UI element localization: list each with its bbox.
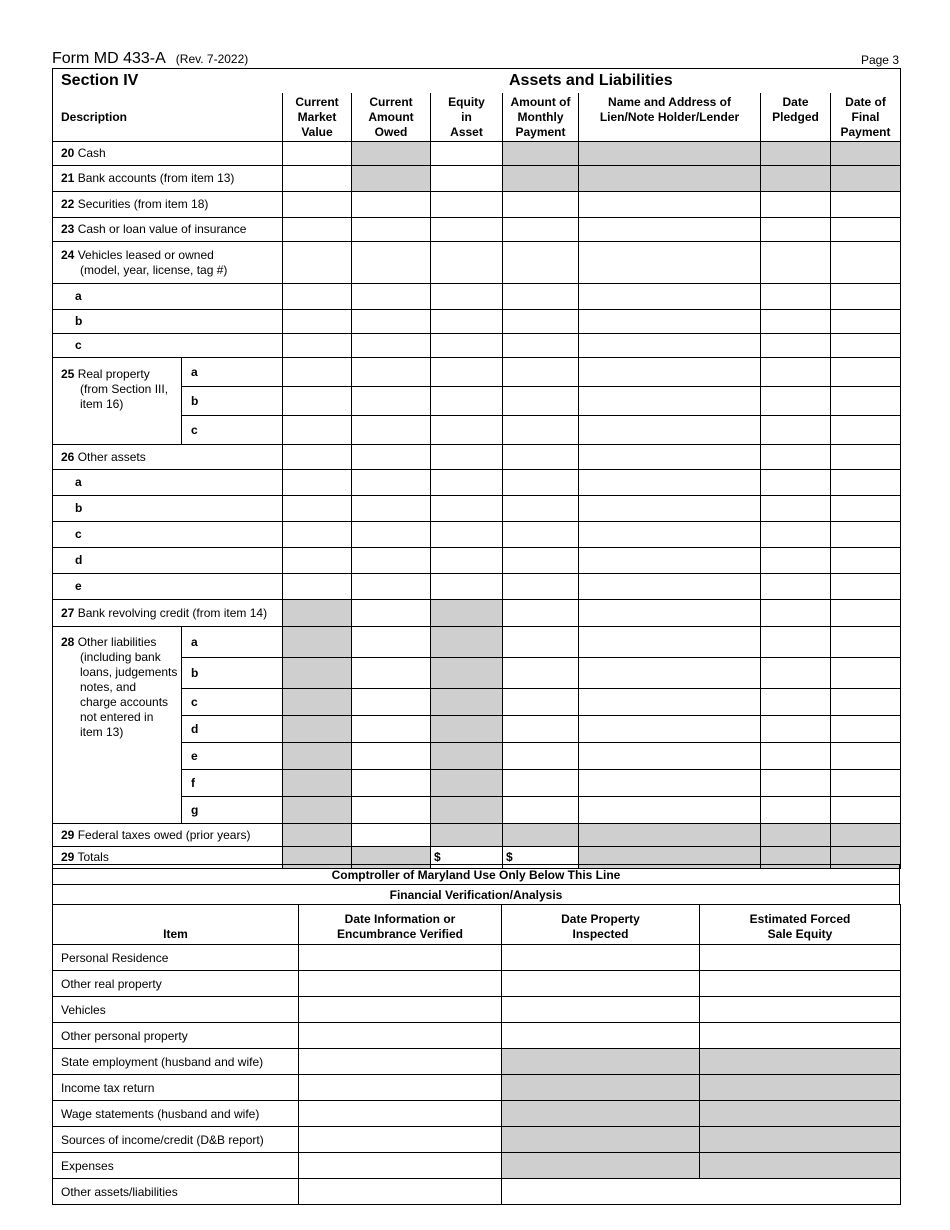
col-equity-in-asset: Equity in Asset <box>431 93 503 141</box>
field-21-market-value[interactable] <box>283 165 352 191</box>
assets-liabilities-table <box>52 68 901 869</box>
row-27-revolving-credit <box>53 599 901 626</box>
section-header <box>53 69 901 94</box>
row-24a: a <box>53 283 901 309</box>
row-28c: c <box>53 688 901 715</box>
label-23: 23 Cash or loan value of insurance <box>53 217 283 241</box>
row-22-securities <box>53 191 901 217</box>
fv-row: Personal Residence <box>53 945 901 971</box>
row-28g: g <box>53 796 901 823</box>
label-24: 24 Vehicles leased or owned (model, year, license, tag #) <box>53 241 283 283</box>
row-29-federal-taxes <box>53 823 901 846</box>
financial-verification-table <box>52 904 901 1205</box>
field-20-market-value[interactable] <box>283 141 352 165</box>
row-25c: c <box>53 415 901 444</box>
label-22: 22 Securities (from item 18) <box>53 191 283 217</box>
row-23-insurance <box>53 217 901 241</box>
label-25: 25 Real property (from Section III, item 16) <box>53 357 182 444</box>
col-current-market-value: Current Market Value <box>283 93 352 141</box>
row-28b: b <box>53 657 901 688</box>
form-number: Form MD 433-A <box>52 50 166 67</box>
fv-row: Other real property <box>53 971 901 997</box>
label-29-totals: 29 Totals <box>53 846 283 868</box>
fv-row: Sources of income/credit (D&B report) <box>53 1127 901 1153</box>
verification-title: Financial Verification/Analysis <box>53 885 900 905</box>
fv-col-date-inspected: Date Property Inspected <box>502 905 700 945</box>
row-26a: a <box>53 469 901 495</box>
row-28e: e <box>53 742 901 769</box>
page-number: Page 3 <box>860 53 899 67</box>
fv-col-forced-sale: Estimated Forced Sale Equity <box>700 905 901 945</box>
row-24b: b <box>53 309 901 333</box>
comptroller-banner <box>52 864 900 905</box>
row-21-bank-accounts <box>53 165 901 191</box>
fv-row: Vehicles <box>53 997 901 1023</box>
label-27: 27 Bank revolving credit (from item 14) <box>53 599 283 626</box>
label-29-federal: 29 Federal taxes owed (prior years) <box>53 823 283 846</box>
row-24-vehicles <box>53 241 901 283</box>
label-28: 28 Other liabilities (including bank loans, judgements notes, and charge accounts not entered in item 13) <box>53 626 182 823</box>
row-25b: b <box>53 386 901 415</box>
fv-row: Other personal property <box>53 1023 901 1049</box>
use-only-line: Comptroller of Maryland Use Only Below This Line <box>53 865 900 885</box>
section-title: Assets and Liabilities <box>509 72 673 89</box>
row-28a: 28 Other liabilities (including bank loans, judgements notes, and charge accounts not entered in item 13) a <box>53 626 901 657</box>
col-date-pledged: Date Pledged <box>761 93 831 141</box>
label-20: 20 Cash <box>53 141 283 165</box>
row-28d: d <box>53 715 901 742</box>
section-label: Section IV <box>61 72 139 89</box>
form-header <box>52 50 899 68</box>
row-25a: 25 Real property (from Section III, item 16) a <box>53 357 901 386</box>
row-20-cash <box>53 141 901 165</box>
fv-row: Income tax return <box>53 1075 901 1101</box>
form-title <box>52 50 248 68</box>
field-20-equity[interactable] <box>431 141 503 165</box>
form-revision: (Rev. 7-2022) <box>175 52 249 66</box>
col-monthly-payment: Amount of Monthly Payment <box>503 93 579 141</box>
field-21-equity[interactable] <box>431 165 503 191</box>
total-equity-field[interactable]: $ <box>431 846 503 868</box>
row-26d: d <box>53 547 901 573</box>
label-26: 26 Other assets <box>53 444 283 469</box>
row-26b: b <box>53 495 901 521</box>
col-final-payment: Date of Final Payment <box>831 93 901 141</box>
label-21: 21 Bank accounts (from item 13) <box>53 165 283 191</box>
col-lien-holder: Name and Address of Lien/Note Holder/Lender <box>579 93 761 141</box>
row-26c: c <box>53 521 901 547</box>
total-monthly-field[interactable]: $ <box>503 846 579 868</box>
fv-col-date-info: Date Information or Encumbrance Verified <box>299 905 502 945</box>
fv-row: Wage statements (husband and wife) <box>53 1101 901 1127</box>
fv-row: Other assets/liabilities <box>53 1179 901 1205</box>
row-28f: f <box>53 769 901 796</box>
row-24c: c <box>53 333 901 357</box>
row-26-other-assets <box>53 444 901 469</box>
row-26e: e <box>53 573 901 599</box>
fv-row: Expenses <box>53 1153 901 1179</box>
fv-row: State employment (husband and wife) <box>53 1049 901 1075</box>
col-description: Description <box>53 93 283 141</box>
fv-col-item: Item <box>53 905 299 945</box>
col-current-amount-owed: Current Amount Owed <box>352 93 431 141</box>
